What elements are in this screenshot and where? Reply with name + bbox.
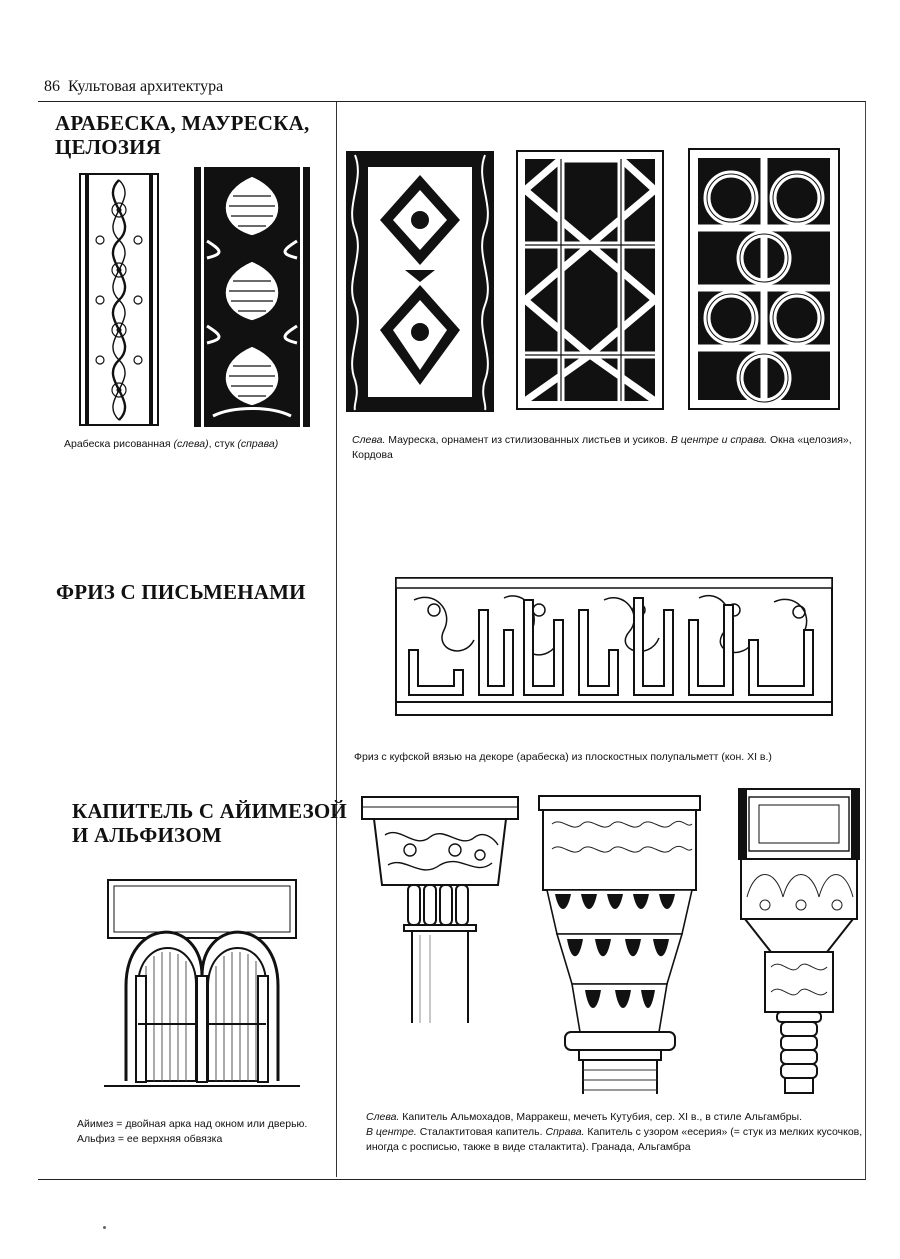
section-title-arabesque: АРАБЕСКА, МАУРЕСКА, ЦЕЛОЗИЯ [55,111,310,159]
running-title: Культовая архитектура [68,78,224,95]
stucco-arabesque-illustration [193,166,311,428]
column-divider [336,102,337,1177]
caption-mauresque: Слева. Мауреска, орнамент из стилизованных листьев и усиков. В центре и справа. Окна «целозия», Кордова [352,434,852,461]
lattice-window-center-illustration [516,150,664,410]
section-title-capital: КАПИТЕЛЬ С АЙИМЕЗОЙ И АЛЬФИЗОМ [72,799,347,847]
caption-ajimez: Айимез = двойная арка над окном или дверью. Альфиз = ее верхняя обвязка [77,1118,308,1145]
caption-frieze: Фриз с куфской вязью на декоре (арабеска) из плоскостных полупальметт (кон. XI в.) [354,751,772,763]
kufic-frieze-illustration [394,570,834,723]
stalactite-capital-illustration [537,794,702,1096]
scan-speck [103,1226,106,1229]
page-number: 86 [44,78,60,95]
mauresque-panel-illustration [345,150,495,413]
caption-capitals: Слева. Капитель Альмохадов, Марракеш, мечеть Кутубия, сер. XI в., в стиле Альгамбры. В центре. Сталактитовая капитель. Справа. Капитель с узором «есерия» (= стук из мелких кусочков, иногда с росписью, также в виде сталактита). Гранада, Альгамбра [366,1111,863,1153]
painted-arabesque-illustration [78,172,160,427]
caption-arabesque: Арабеска рисованная (слева), стук (справа) [64,438,279,450]
running-header [44,78,223,96]
ajimez-window-illustration [104,876,300,1094]
eseria-capital-illustration [735,787,863,1095]
lattice-window-right-illustration [688,148,840,410]
section-title-frieze: ФРИЗ С ПИСЬМЕНАМИ [56,580,306,604]
almohad-capital-illustration [360,795,520,1025]
